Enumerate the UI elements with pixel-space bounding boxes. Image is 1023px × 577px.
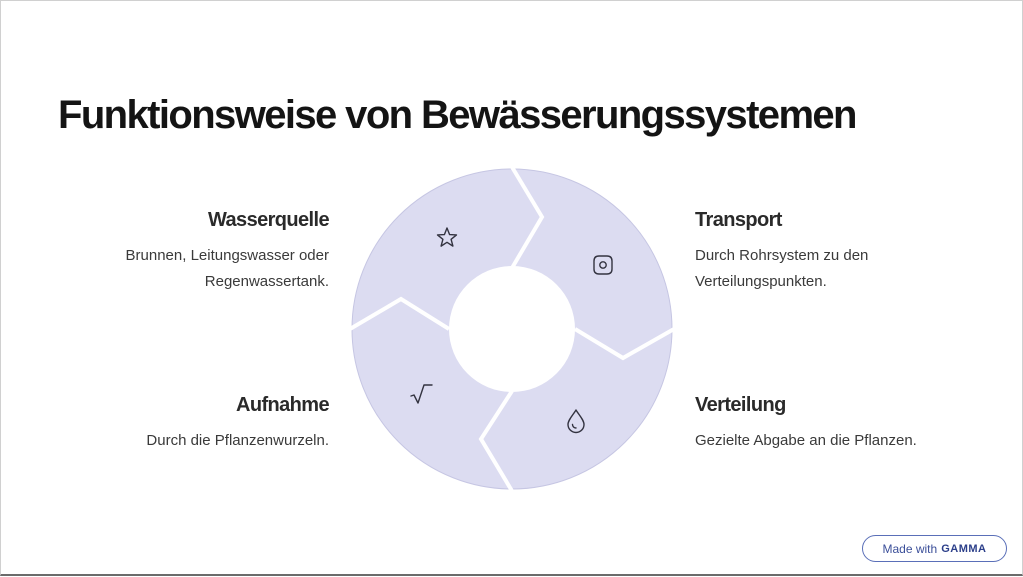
badge-prefix: Made with [882,541,938,556]
cycle-ring [1,1,1023,577]
gamma-logo: GAMMA [941,542,987,555]
ring-hole [449,266,575,392]
step-heading: Aufnahme [236,394,329,416]
step-heading: Verteilung [695,394,786,416]
step-description-line: Regenwassertank. [204,273,329,290]
step-heading: Transport [695,209,782,231]
step-description-line: Brunnen, Leitungswasser oder [125,247,329,264]
page-title: Funktionsweise von Bewässerungssystemen [58,93,856,137]
step-description-line: Gezielte Abgabe an die Pflanzen. [695,432,917,449]
step-description-line: Durch die Pflanzenwurzeln. [146,432,329,449]
step-description-line: Verteilungspunkten. [695,273,827,290]
step-heading: Wasserquelle [207,209,329,231]
step-description-line: Durch Rohrsystem zu den [695,247,869,264]
made-with-gamma-badge[interactable] [862,535,1007,562]
